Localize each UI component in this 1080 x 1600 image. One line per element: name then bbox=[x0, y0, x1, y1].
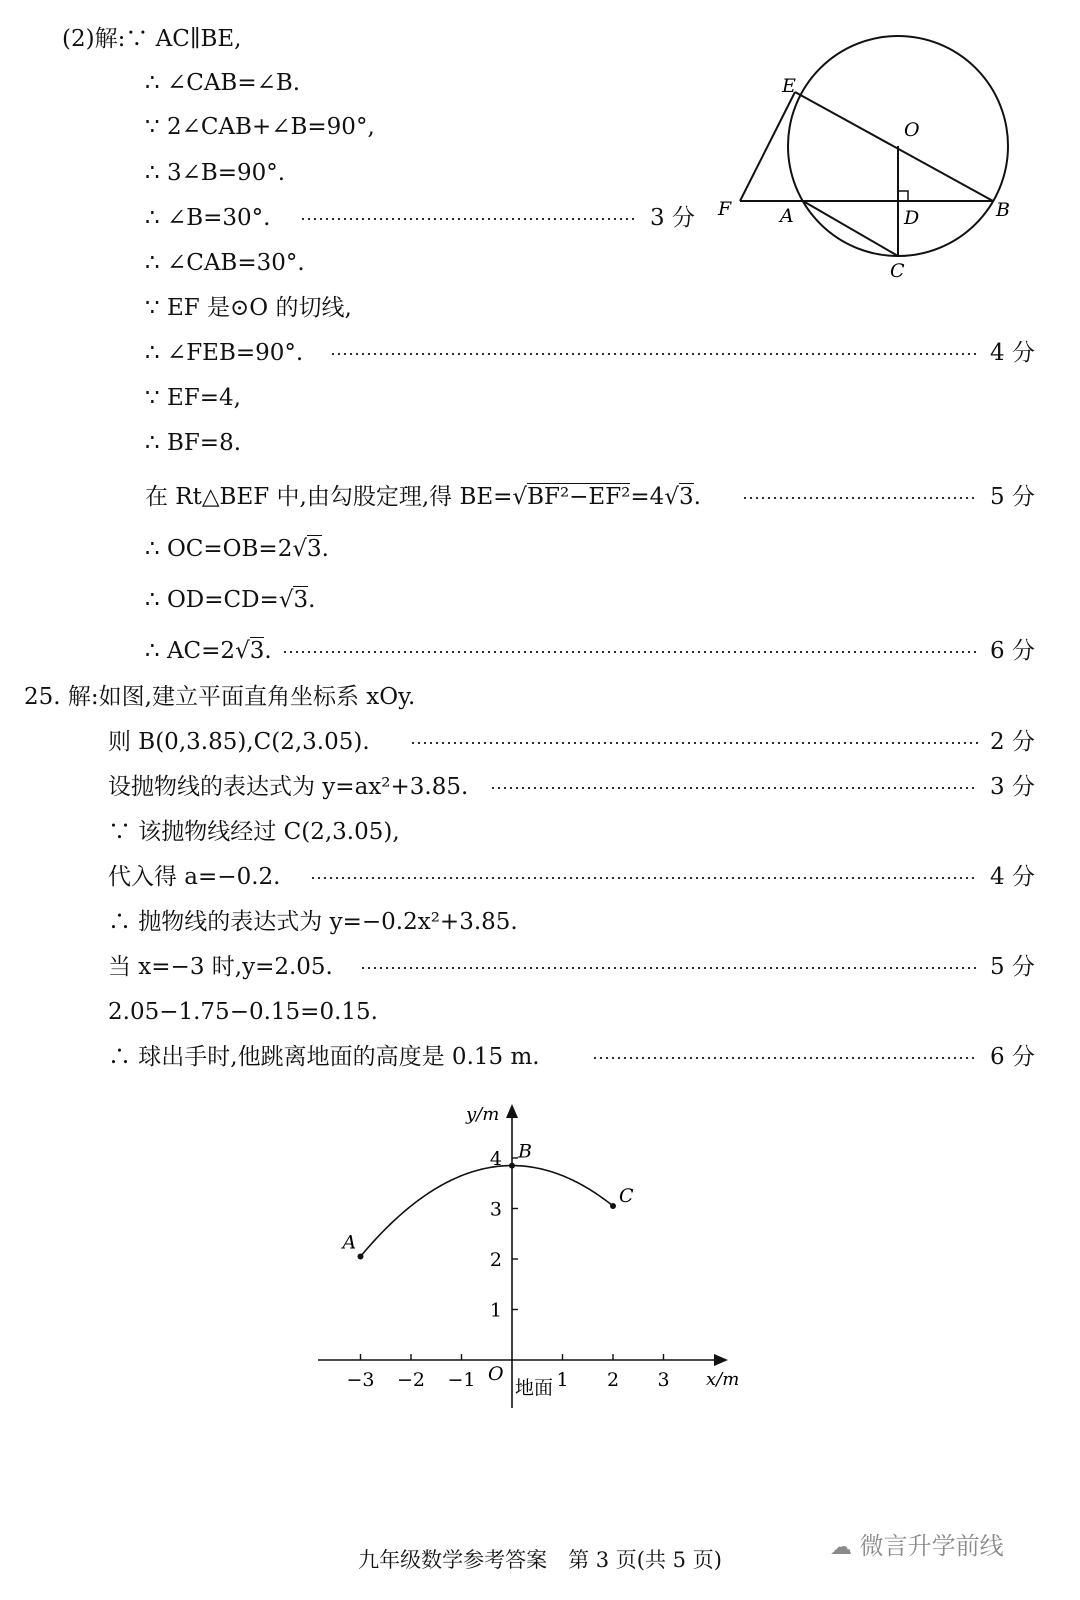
wechat-icon: ☁ bbox=[830, 1535, 852, 1560]
point-label-b: B bbox=[518, 1140, 532, 1163]
x-axis-arrow bbox=[714, 1354, 728, 1366]
dot-leader bbox=[282, 651, 978, 653]
label-b: B bbox=[996, 199, 1010, 221]
radicand: 3 bbox=[307, 536, 322, 562]
score-5: 5 分 bbox=[990, 484, 1035, 510]
segment-ef bbox=[740, 92, 795, 201]
point-a bbox=[358, 1253, 364, 1259]
label-o: O bbox=[904, 119, 920, 141]
text: ∴ OD=CD= bbox=[145, 587, 279, 613]
segment-ac bbox=[803, 201, 898, 256]
y-tick-label: 1 bbox=[489, 1299, 502, 1322]
q25-line-5: 代入得 a=−0.2. bbox=[108, 864, 281, 890]
dot-leader bbox=[310, 877, 978, 879]
dot-leader bbox=[742, 497, 978, 499]
solution-line-12 bbox=[145, 534, 329, 564]
point-b bbox=[509, 1163, 515, 1169]
q25-line-9: ∴ 球出手时,他跳离地面的高度是 0.15 m. bbox=[108, 1044, 540, 1070]
point-label-a: A bbox=[342, 1231, 357, 1254]
text: . bbox=[321, 536, 329, 562]
score-2: 2 分 bbox=[990, 729, 1035, 755]
point-c bbox=[610, 1203, 616, 1209]
score-3: 3 分 bbox=[990, 774, 1035, 800]
y-tick-label: 3 bbox=[489, 1198, 502, 1221]
label-a: A bbox=[780, 205, 794, 227]
dot-leader bbox=[300, 218, 634, 220]
y-axis-label: y/m bbox=[466, 1104, 500, 1125]
sqrt-sign: √ bbox=[235, 638, 250, 664]
q25-line-1: 25. 解:如图,建立平面直角坐标系 xOy. bbox=[24, 684, 416, 710]
y-tick-label: 4 bbox=[489, 1148, 502, 1170]
right-angle-mark bbox=[898, 191, 908, 201]
solution-line-5: ∴ ∠B=30°. bbox=[145, 205, 271, 231]
x-tick-label: −3 bbox=[346, 1369, 375, 1391]
dot-leader bbox=[330, 353, 978, 355]
sqrt-sign: √ bbox=[512, 484, 528, 510]
page-footer: 九年级数学参考答案 第 3 页(共 5 页) bbox=[358, 1548, 722, 1572]
origin-label: O bbox=[488, 1363, 504, 1385]
solution-line-10: ∴ BF=8. bbox=[145, 430, 242, 456]
score-4: 4 分 bbox=[990, 864, 1035, 890]
label-d: D bbox=[904, 207, 920, 229]
x-tick-label: −1 bbox=[447, 1369, 476, 1391]
x-tick-label: 2 bbox=[606, 1369, 620, 1391]
score-5: 5 分 bbox=[990, 954, 1035, 980]
dot-leader bbox=[410, 742, 978, 744]
solution-line-8: ∴ ∠FEB=90°. bbox=[145, 340, 304, 366]
score-4: 4 分 bbox=[990, 340, 1035, 366]
sqrt-sign: √ bbox=[664, 484, 679, 510]
text: . bbox=[264, 638, 272, 664]
q25-line-4: ∵ 该抛物线经过 C(2,3.05), bbox=[108, 819, 400, 845]
x-tick-label: 3 bbox=[657, 1369, 670, 1391]
label-f: F bbox=[718, 198, 732, 220]
watermark-text bbox=[830, 1526, 1004, 1561]
x-axis-label: x/m bbox=[706, 1369, 740, 1390]
dot-leader bbox=[592, 1057, 978, 1059]
solution-line-2: ∴ ∠CAB=∠B. bbox=[145, 70, 301, 96]
solution-line-4: ∴ 3∠B=90°. bbox=[145, 160, 286, 186]
radicand: 3 bbox=[249, 638, 265, 664]
label-e: E bbox=[782, 75, 796, 97]
text: ∴ AC=2 bbox=[145, 638, 236, 664]
y-tick-label: 2 bbox=[489, 1249, 502, 1271]
radicand: 3 bbox=[293, 587, 309, 613]
x-tick-label: 1 bbox=[556, 1369, 569, 1391]
point-label-c: C bbox=[619, 1184, 634, 1207]
q25-line-7: 当 x=−3 时,y=2.05. bbox=[108, 954, 333, 980]
q25-line-8: 2.05−1.75−0.15=0.15. bbox=[108, 999, 378, 1025]
solution-line-13 bbox=[145, 585, 315, 615]
solution-line-14 bbox=[145, 636, 272, 666]
radicand: BF²−EF² bbox=[527, 484, 631, 510]
solution-line-11 bbox=[145, 482, 701, 512]
radicand: 3 bbox=[678, 484, 694, 510]
circle-figure bbox=[700, 20, 1030, 290]
solution-line-7: ∵ EF 是⊙O 的切线, bbox=[145, 295, 352, 321]
dot-leader bbox=[360, 967, 978, 969]
segment-eb bbox=[795, 92, 993, 201]
sqrt-sign: √ bbox=[278, 587, 294, 613]
score-3: 3 分 bbox=[650, 205, 695, 231]
y-axis-arrow bbox=[506, 1104, 518, 1118]
text: =4 bbox=[630, 484, 665, 510]
text: ∴ OC=OB=2 bbox=[145, 536, 293, 562]
parabola-chart bbox=[300, 1090, 760, 1430]
sqrt-sign: √ bbox=[292, 536, 307, 562]
text: . bbox=[308, 587, 316, 613]
label-c: C bbox=[890, 260, 905, 282]
solution-line-6: ∴ ∠CAB=30°. bbox=[145, 250, 305, 276]
ground-label: 地面 bbox=[515, 1377, 554, 1399]
x-tick-label: −2 bbox=[396, 1369, 426, 1391]
score-6: 6 分 bbox=[990, 1044, 1035, 1070]
dot-leader bbox=[490, 787, 978, 789]
parabola-curve bbox=[361, 1166, 614, 1257]
q25-line-3: 设抛物线的表达式为 y=ax²+3.85. bbox=[108, 774, 469, 800]
q25-line-2: 则 B(0,3.85),C(2,3.05). bbox=[108, 729, 370, 755]
solution-line-3: ∵ 2∠CAB+∠B=90°, bbox=[145, 114, 375, 140]
q25-line-6: ∴ 抛物线的表达式为 y=−0.2x²+3.85. bbox=[108, 909, 518, 935]
solution-line-1: (2)解:∵ AC∥BE, bbox=[62, 26, 242, 52]
score-6: 6 分 bbox=[990, 638, 1035, 664]
text: . bbox=[693, 484, 701, 510]
solution-line-9: ∵ EF=4, bbox=[145, 385, 241, 411]
watermark-label: 微言升学前线 bbox=[859, 1532, 1004, 1560]
text: 在 Rt△BEF 中,由勾股定理,得 BE= bbox=[145, 484, 513, 510]
